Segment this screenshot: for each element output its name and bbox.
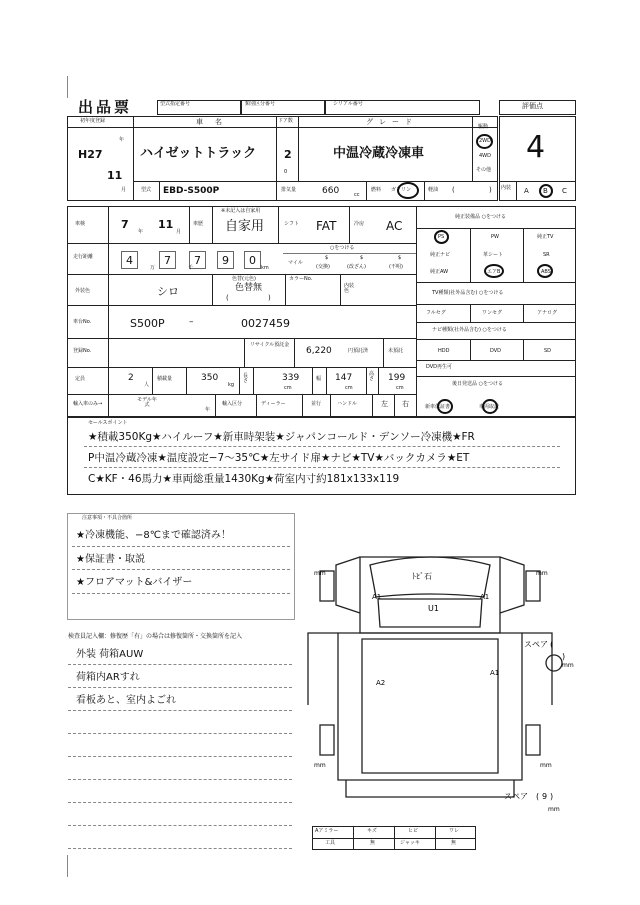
divider: [383, 338, 384, 367]
fuel-value: ガソリン: [391, 187, 412, 193]
divider: [108, 206, 109, 417]
divider: [67, 338, 416, 339]
parallel-label: 並行: [311, 401, 322, 407]
divider: [72, 569, 290, 570]
divider: [84, 446, 560, 447]
paren-close: ): [489, 186, 492, 194]
spare-close-paren: ): [562, 652, 566, 661]
color-value: シロ: [157, 285, 179, 298]
wheel-rear-right: [526, 725, 540, 755]
divider: [523, 228, 524, 282]
divider: [212, 274, 213, 305]
divider: [68, 802, 292, 803]
history-note: ※未記入は自家用: [221, 208, 261, 214]
width-unit: cm: [345, 385, 353, 391]
equip-leather: 革シート: [483, 252, 504, 258]
shaken-month-unit: 月: [176, 229, 182, 235]
divider: [152, 367, 153, 394]
width-value: 147: [335, 373, 353, 383]
recycle-unit: 円預託済: [348, 348, 369, 354]
door-right: [500, 557, 524, 613]
divider: [435, 826, 436, 850]
divider: [353, 826, 354, 850]
divider: [366, 181, 367, 201]
divider: [67, 274, 416, 275]
divider: [159, 181, 160, 201]
spare-unit-2: mm: [548, 806, 560, 813]
divider: [68, 779, 292, 780]
rear-bumper: [346, 780, 514, 797]
divider: [312, 367, 313, 394]
reg-month: 11: [107, 169, 123, 182]
shaken-month: 11: [158, 218, 174, 231]
tire-unit-rr: mm: [540, 762, 552, 769]
equip-abs: ABS: [541, 269, 551, 275]
divider: [212, 206, 213, 243]
drive-4wd: 4WD: [479, 153, 491, 159]
docs-title: 後日発送品 ○をつける: [452, 381, 503, 387]
equip-airbag-circle: [484, 264, 504, 278]
divider: [416, 282, 576, 283]
divider: [416, 322, 576, 323]
displacement-value: 660: [322, 186, 340, 196]
height-label: 高さ: [369, 371, 375, 382]
docs-manual: 車両取説: [479, 404, 500, 410]
margin-tick: [67, 76, 68, 98]
inspector-line-1: 外装 荷箱AUW: [76, 649, 144, 660]
shift-label: シフト: [284, 221, 300, 227]
divider: [68, 756, 292, 757]
nav-hdd: HDD: [438, 348, 450, 354]
displacement-label: 排気量: [281, 187, 297, 193]
history-label: 車歴: [193, 221, 204, 227]
drive-other: その他: [476, 167, 492, 173]
spare-unit: mm: [562, 662, 574, 669]
mileage-digit: 7: [164, 254, 171, 267]
meter-opt2: (改ざん): [347, 264, 366, 270]
legend-r1-c1: Aアミラー: [315, 828, 339, 834]
inspector-line-2: 荷箱内ARすれ: [76, 672, 140, 683]
divider: [68, 664, 292, 665]
divider: [326, 367, 327, 394]
category-label: 類別区分番号: [245, 101, 276, 107]
legend-r2-c1: 工具: [325, 840, 336, 846]
divider: [294, 338, 295, 367]
handle-right: 右: [402, 400, 409, 408]
divider: [68, 687, 292, 688]
inspector-line-3: 看板あと、室内よごれ: [76, 695, 176, 706]
divider: [67, 394, 416, 395]
light-oil-label: 軽油: [428, 187, 439, 193]
damage-window-label: ﾄﾋﾞ石: [412, 572, 432, 581]
mileage-man-unit: 万: [150, 265, 156, 271]
serial-label: シリアル番号: [333, 101, 363, 107]
spare-label: スペア: [524, 640, 548, 649]
divider: [133, 181, 498, 182]
drive-2wd-circle: [476, 134, 493, 149]
mileage-digit: 4: [126, 254, 133, 267]
mileage-digit: 9: [222, 254, 229, 267]
spare-tire: [546, 655, 562, 671]
equip-tv: 純正TV: [537, 234, 554, 240]
divider: [523, 304, 524, 322]
nav-sd: SD: [544, 348, 552, 354]
legend-r1-c4: ワレ: [449, 828, 460, 834]
length-unit: cm: [284, 385, 292, 391]
docs-warranty-circle: [437, 399, 453, 414]
capacity-value: 2: [128, 373, 134, 383]
divider: [416, 376, 576, 377]
divider: [470, 228, 471, 282]
page-title: 出品票: [78, 98, 133, 116]
divider: [68, 848, 292, 849]
inspector-label: 検査員記入欄：修復歴「有」の場合は修復箇所・交換箇所を記入: [68, 633, 243, 640]
divider: [189, 206, 190, 243]
displacement-unit: cc: [354, 192, 360, 198]
color-no-label: カラーNo.: [289, 276, 313, 282]
meter-opt2-mark: $: [360, 255, 364, 261]
divider: [372, 394, 373, 417]
tv-fullseg: フルセグ: [426, 310, 446, 316]
equipment-title: 純正装備品 ○をつける: [455, 214, 506, 220]
shift-value: FAT: [316, 219, 337, 233]
cargo-floor: [362, 639, 498, 773]
meter-opt3-mark: $: [398, 255, 402, 261]
import-year-unit: 年: [205, 407, 211, 413]
height-unit: cm: [396, 385, 404, 391]
divider: [72, 593, 290, 594]
chassis-model: S500P: [130, 317, 165, 330]
mileage-digit: 7: [194, 254, 201, 267]
interior-color-label: 内装色: [344, 283, 355, 294]
equip-sr: SR: [543, 252, 550, 258]
width-label: 幅: [316, 376, 322, 382]
dealer-label: ディーラー: [261, 401, 286, 407]
fuel-label: 燃料: [371, 187, 382, 193]
load-unit: kg: [228, 382, 235, 388]
spare-value: 9: [542, 792, 548, 801]
chassis-dash: –: [189, 317, 194, 327]
margin-tick: [67, 855, 68, 877]
nav-dvd: DVD: [490, 348, 502, 354]
equip-ps: PS: [438, 234, 445, 240]
divider: [366, 367, 367, 394]
divider: [470, 339, 471, 360]
recycle-unpaid: 未預託: [388, 348, 404, 354]
divider: [68, 733, 292, 734]
nav-title: ナビ種類(社外品含む) ○をつける: [432, 327, 507, 333]
load-label: 積載量: [157, 376, 173, 382]
length-value: 339: [282, 373, 300, 383]
divider: [416, 339, 576, 340]
doors-value: 2: [284, 148, 292, 161]
grade-label: グレード: [366, 118, 418, 126]
divider: [298, 116, 299, 181]
divider: [394, 394, 395, 417]
divider: [133, 116, 134, 201]
equip-navi: 純正ナビ: [430, 252, 451, 258]
month-unit: 月: [121, 187, 127, 193]
divider: [349, 206, 350, 243]
equip-airbag: エアB: [487, 269, 501, 275]
divider: [285, 274, 286, 305]
reg-year-label: 初年度登録: [80, 118, 106, 124]
divider: [244, 338, 245, 367]
interior-a: A: [524, 187, 529, 195]
import-type-label: 輸入区分: [222, 401, 243, 407]
divider: [499, 181, 576, 182]
shaken-label: 車検: [75, 221, 86, 227]
damage-u1-label: U1: [428, 604, 439, 613]
notes-line-3: ★フロアマット&バイザー: [76, 577, 193, 588]
shaken-year: 7: [121, 218, 129, 231]
year-unit: 年: [119, 137, 125, 143]
score-value: 4: [526, 130, 546, 165]
tv-analog: アナログ: [537, 310, 558, 316]
spare-open-paren-2: (: [536, 792, 540, 801]
tire-unit-fr: mm: [536, 570, 548, 577]
recycle-label: リサイクル預託金: [250, 342, 290, 348]
wheel-rear-left: [320, 725, 334, 755]
divider: [394, 826, 395, 850]
legend-r2-c4: 無: [451, 840, 457, 846]
chassis-label: 車台No.: [73, 319, 92, 325]
divider: [470, 304, 471, 322]
ac-label: 冷房: [354, 221, 365, 227]
interior-b-circle: [539, 184, 553, 198]
equip-abs-circle: [537, 264, 553, 278]
divider: [330, 394, 331, 417]
mileage-thousand-unit: 千: [188, 265, 194, 271]
divider: [84, 467, 560, 468]
damage-a1-mid-label: A1: [490, 669, 500, 677]
model-label: 型式: [141, 187, 152, 193]
door-left: [336, 557, 360, 613]
divider: [424, 181, 425, 201]
divider: [67, 367, 416, 368]
divider: [416, 304, 576, 305]
color-label: 外装色: [75, 288, 91, 294]
docs-manual-circle: [482, 399, 498, 414]
load-value: 350: [201, 373, 219, 383]
docs-warranty: 新車保証書: [425, 404, 451, 410]
recycle-amount: 6,220: [306, 346, 332, 356]
plate-label: 登録No.: [73, 348, 92, 354]
color-orig-label: 色替(元色): [232, 276, 256, 282]
capacity-unit: 人: [144, 382, 150, 388]
length-label: 長さ: [243, 373, 249, 384]
import-label: 輸入車のみ→: [73, 401, 103, 407]
divider: [416, 360, 576, 361]
tire-unit-rl: mm: [314, 762, 326, 769]
side-left: [308, 633, 338, 705]
divider: [416, 228, 576, 229]
model-value: EBD-S500P: [163, 186, 220, 196]
divider: [302, 394, 303, 417]
doors-label: ドア数: [278, 118, 293, 124]
damage-a1-left-label: A1: [372, 593, 382, 601]
notes-line-1: ★冷凍機能、−8℃まで確認済み！: [76, 530, 231, 541]
mileage-digit: 0: [249, 254, 256, 267]
divider: [67, 305, 416, 306]
paren-open: (: [452, 186, 455, 194]
doors-sub: 0: [284, 169, 288, 175]
legend-r1-c3: ヒビ: [408, 828, 419, 834]
legend-r1-c2: キズ: [367, 828, 377, 834]
meter-note: ○をつける: [330, 245, 355, 251]
history-value: 自家用: [225, 219, 265, 234]
vehicle-damage-diagram: [300, 535, 580, 820]
divider: [283, 253, 416, 254]
legend-r2-c3: ジャッキ: [400, 840, 420, 846]
chassis-number: 0027459: [241, 317, 290, 330]
divider: [256, 394, 257, 417]
divider: [72, 546, 290, 547]
fuel-gasoline-circle: [397, 182, 419, 199]
dvd-playback: DVD再生可: [426, 364, 453, 370]
divider: [416, 206, 417, 417]
car-name: ハイゼットトラック: [140, 146, 257, 161]
divider: [68, 825, 292, 826]
grade-value: 中温冷蔵冷凍車: [333, 146, 425, 161]
model-year-label: モデル年式: [137, 397, 157, 408]
ac-value: AC: [386, 219, 403, 233]
shaken-year-unit: 年: [138, 229, 144, 235]
sales-label: セールスポイント: [88, 420, 128, 426]
divider: [68, 710, 292, 711]
drive-label: 駆動: [478, 124, 489, 130]
meter-opt1-mark: $: [325, 255, 329, 261]
tire-unit-fl: mm: [314, 570, 326, 577]
handle-left: 左: [381, 400, 388, 408]
spare-close-paren-2: ): [550, 792, 554, 801]
reg-era-year: H27: [78, 148, 103, 161]
sales-line-2: P中温冷蔵冷凍★温度設定−7〜35℃★左サイド扉★ナビ★TV★バックカメラ★ET: [88, 452, 470, 464]
divider: [472, 116, 473, 181]
model-cert-label: 型式指定番号: [160, 101, 191, 107]
damage-a2-label: A2: [376, 679, 386, 687]
mileage-km-unit: km: [261, 265, 269, 271]
interior-c: C: [562, 187, 567, 195]
spare-open-paren: (: [550, 640, 554, 649]
legend-r2-c2: 無: [370, 840, 376, 846]
divider: [340, 274, 341, 305]
notes-label: 注意事項・不具合箇所: [82, 515, 133, 521]
divider: [215, 394, 216, 417]
divider: [378, 367, 379, 394]
divider: [516, 181, 517, 201]
cargo-box: [338, 633, 522, 780]
mileage-label: 走行距離: [73, 254, 94, 260]
divider: [67, 243, 416, 244]
divider: [278, 206, 279, 243]
equip-pw: PW: [491, 234, 499, 240]
equip-aw: 純正AW: [430, 269, 449, 275]
notes-line-2: ★保証書・取説: [76, 554, 145, 565]
interior-label: 内装: [501, 185, 512, 191]
sales-line-1: ★積載350Kg★ハイルーフ★新車時架装★ジャパンコールド・デンソー冷凍機★FR: [88, 431, 475, 443]
divider: [253, 367, 254, 394]
divider: [239, 367, 240, 394]
height-value: 199: [388, 373, 406, 383]
equip-ps-circle: [434, 230, 449, 244]
divider: [276, 181, 277, 201]
tv-oneseg: ワンセグ: [482, 310, 503, 316]
capacity-label: 定員: [75, 376, 86, 382]
meter-label: マイル: [288, 260, 303, 266]
tv-title: TV種類(社外品含む) ○をつける: [432, 290, 504, 296]
meter-opt3: (不明): [389, 264, 403, 270]
drive-2wd: 2WD: [479, 138, 491, 144]
score-label: 評価点: [522, 102, 543, 110]
divider: [186, 367, 187, 394]
color-orig-value: 色替無: [235, 283, 263, 293]
spare-label-2: スペア: [504, 792, 528, 801]
sales-line-3: C★KF・46馬力★車両総重量1430Kg★荷室内寸約181x133x119: [88, 473, 400, 485]
handle-label: ハンドル: [337, 401, 358, 407]
car-name-label: 車名: [196, 118, 234, 126]
divider: [276, 116, 277, 181]
meter-opt1: (交換): [316, 264, 330, 270]
divider: [523, 339, 524, 360]
damage-a1-right-label: A1: [480, 593, 490, 601]
interior-b: B: [543, 187, 548, 195]
